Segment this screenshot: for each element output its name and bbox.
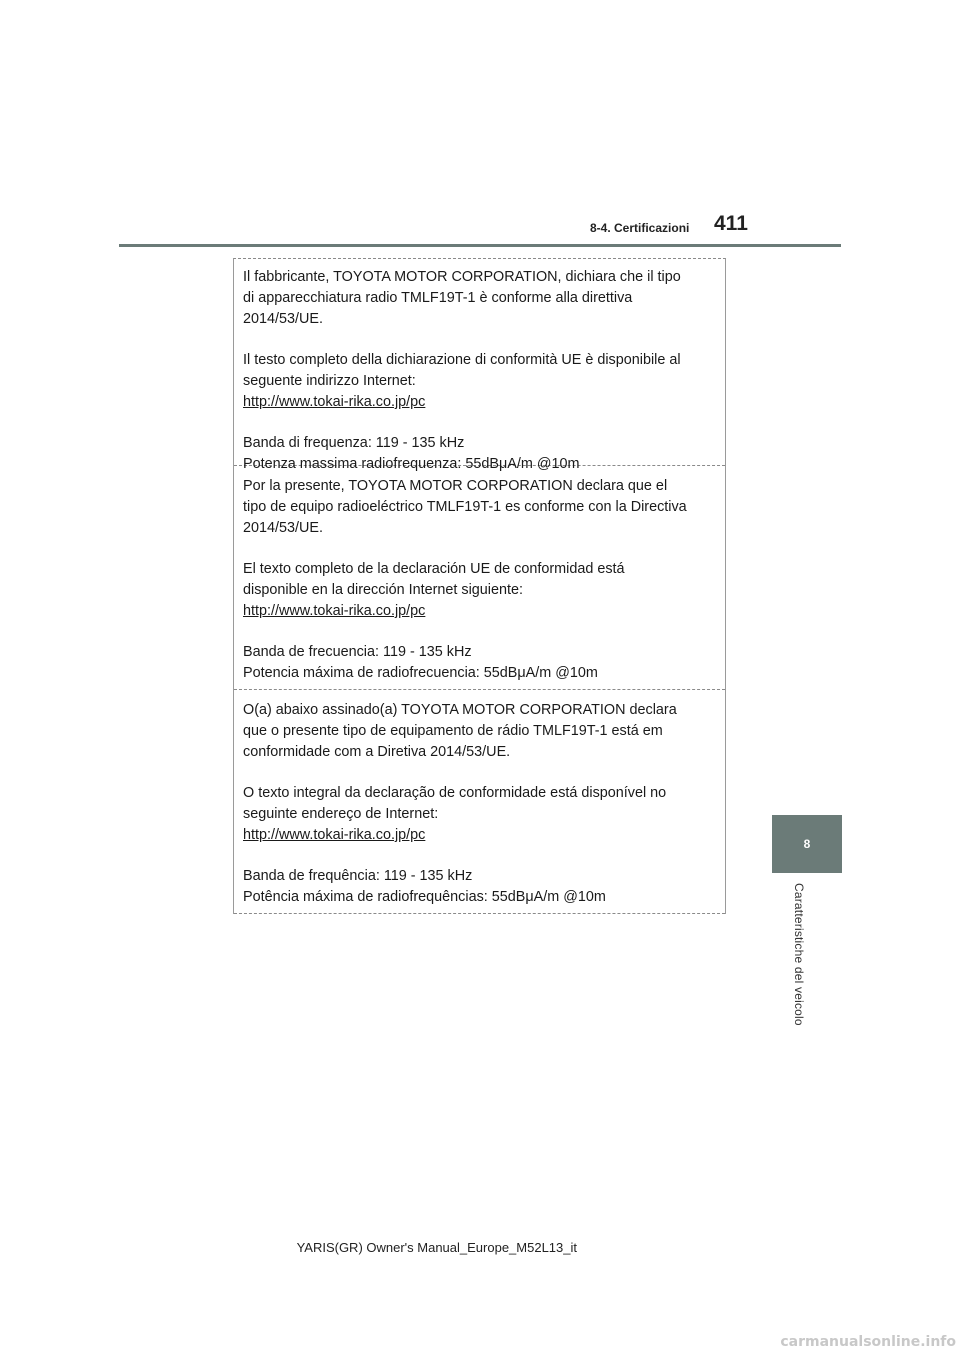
fulltext-line: Il testo completo della dichiarazione di conformità UE è disponibile al — [243, 352, 681, 368]
declaration-line: conformidade com a Diretiva 2014/53/UE. — [243, 744, 511, 760]
declaration-line: 2014/53/UE. — [243, 520, 324, 536]
fulltext-paragraph — [243, 350, 701, 413]
spec-paragraph — [243, 866, 701, 908]
declaration-line: 2014/53/UE. — [243, 311, 324, 327]
chapter-tab[interactable]: 8 — [772, 815, 842, 873]
footer-manual-id: YARIS(GR) Owner's Manual_Europe_M52L13_it — [296, 1240, 577, 1255]
certification-block-portuguese — [234, 690, 725, 914]
fulltext-line: seguinte endereço de Internet: — [243, 806, 439, 822]
declaration-line: Por la presente, TOYOTA MOTOR CORPORATION declara que el — [243, 478, 668, 494]
spec-paragraph — [243, 642, 701, 684]
declaration-paragraph — [243, 267, 701, 330]
declaration-paragraph — [243, 476, 701, 539]
certification-block-spanish — [234, 466, 725, 690]
frequency-band: Banda de frecuencia: 119 - 135 kHz — [243, 644, 472, 660]
fulltext-line: El texto completo de la declaración UE de conformidad está — [243, 561, 625, 577]
fulltext-paragraph — [243, 783, 701, 846]
page-number: 411 — [714, 212, 748, 235]
chapter-title: Caratteristiche del veicolo — [792, 883, 806, 1026]
frequency-band: Banda di frequenza: 119 - 135 kHz — [243, 435, 465, 451]
max-power: Potenza massima radiofrequenza: 55dBμA/m @10m — [243, 456, 580, 472]
max-power: Potência máxima de radiofrequências: 55dBμA/m @10m — [243, 889, 606, 905]
declaration-line: Il fabbricante, TOYOTA MOTOR CORPORATION, dichiara che il tipo — [243, 269, 681, 285]
tokai-rika-link[interactable]: http://www.tokai-rika.co.jp/pc — [243, 603, 426, 619]
declaration-line: tipo de equipo radioeléctrico TMLF19T-1 es conforme con la Directiva — [243, 499, 687, 515]
fulltext-line: disponible en la dirección Internet siguiente: — [243, 582, 523, 598]
section-title: 8-4. Certificazioni — [590, 221, 690, 235]
declaration-paragraph — [243, 700, 701, 763]
max-power: Potencia máxima de radiofrecuencia: 55dBμA/m @10m — [243, 665, 598, 681]
declaration-line: que o presente tipo de equipamento de rádio TMLF19T-1 está em — [243, 723, 663, 739]
watermark: carmanualsonline.info — [780, 1334, 956, 1350]
declaration-line: O(a) abaixo assinado(a) TOYOTA MOTOR CORPORATION declara — [243, 702, 677, 718]
tokai-rika-link[interactable]: http://www.tokai-rika.co.jp/pc — [243, 827, 426, 843]
header-divider — [119, 244, 841, 247]
certification-block-italian — [234, 259, 725, 472]
fulltext-line: seguente indirizzo Internet: — [243, 373, 416, 389]
certification-box — [233, 258, 726, 914]
tokai-rika-link[interactable]: http://www.tokai-rika.co.jp/pc — [243, 394, 426, 410]
fulltext-paragraph — [243, 559, 701, 622]
declaration-line: di apparecchiatura radio TMLF19T-1 è conforme alla direttiva — [243, 290, 633, 306]
fulltext-line: O texto integral da declaração de conformidade está disponível no — [243, 785, 667, 801]
frequency-band: Banda de frequência: 119 - 135 kHz — [243, 868, 473, 884]
